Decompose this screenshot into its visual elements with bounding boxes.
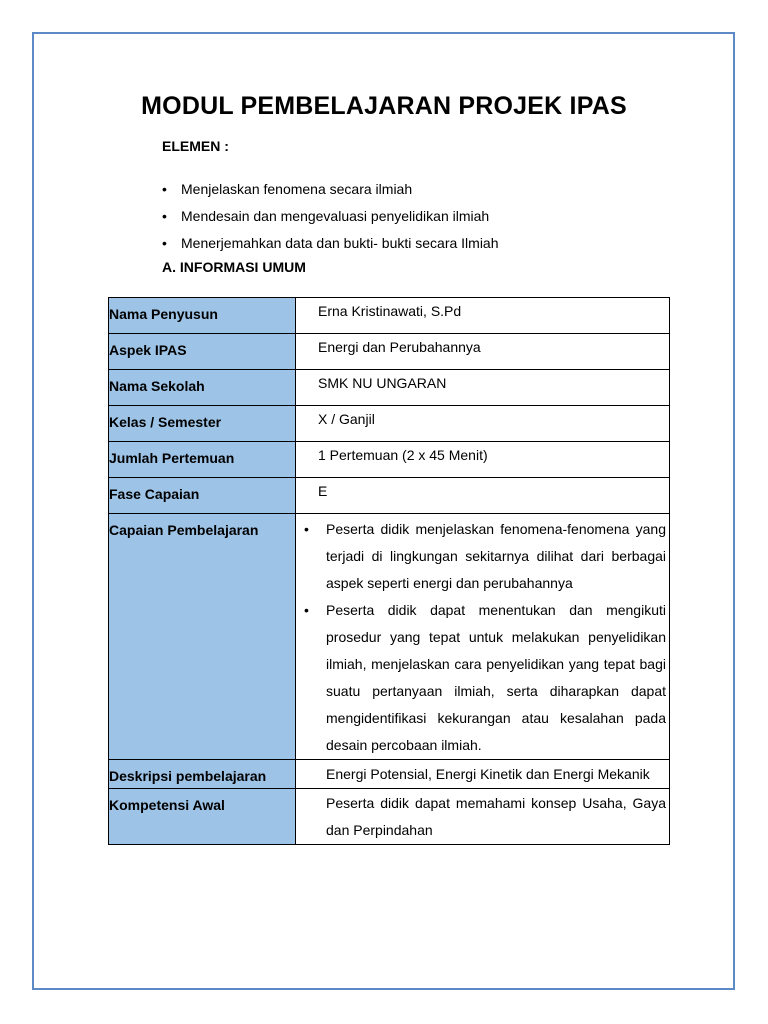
capaian-cell [296, 514, 670, 760]
elemen-item: • Mendesain dan mengevaluasi penyelidikan ilmiah [162, 203, 499, 230]
table-row [109, 442, 670, 478]
row-value: E [296, 478, 670, 514]
row-label: Deskripsi pembelajaran [109, 760, 296, 789]
row-value: SMK NU UNGARAN [296, 370, 670, 406]
row-label: Capaian Pembelajaran [109, 514, 296, 760]
row-label: Nama Sekolah [109, 370, 296, 406]
row-value: Energi dan Perubahannya [296, 334, 670, 370]
row-value: 1 Pertemuan (2 x 45 Menit) [296, 442, 670, 478]
row-label: Jumlah Pertemuan [109, 442, 296, 478]
table-row-deskripsi [109, 760, 670, 789]
bullet-icon: • [162, 208, 167, 224]
document-title: MODUL PEMBELAJARAN PROJEK IPAS [141, 92, 627, 120]
row-label: Aspek IPAS [109, 334, 296, 370]
row-label: Nama Penyusun [109, 298, 296, 334]
row-value: Energi Potensial, Energi Kinetik dan Energi Mekanik [296, 760, 670, 789]
table-row [109, 298, 670, 334]
row-value: X / Ganjil [296, 406, 670, 442]
capaian-item: • Peserta didik dapat menentukan dan mengikuti prosedur yang tepat untuk melakukan penyelidikan ilmiah, menjelaskan cara penyelidikan yang tepat bagi suatu pertanyaan ilmiah, serta diharapkan dapat mengidentifikasi kekurangan atau kesalahan pada desain percobaan ilmiah. [296, 597, 666, 759]
table-row-capaian [109, 514, 670, 760]
capaian-item: • Peserta didik menjelaskan fenomena-fenomena yang terjadi di lingkungan sekitarnya dilihat dari berbagai aspek seperti energi dan perubahannya [296, 516, 666, 597]
elemen-label: ELEMEN : [162, 138, 229, 154]
table-row [109, 406, 670, 442]
capaian-list [296, 516, 666, 759]
row-label: Kelas / Semester [109, 406, 296, 442]
table-row [109, 478, 670, 514]
bullet-icon: • [304, 602, 309, 618]
row-label: Fase Capaian [109, 478, 296, 514]
table-row-kompetensi [109, 789, 670, 845]
bullet-icon: • [304, 521, 309, 537]
elemen-item: • Menerjemahkan data dan bukti- bukti secara Ilmiah [162, 230, 499, 257]
section-heading: A. INFORMASI UMUM [162, 259, 306, 275]
bullet-icon: • [162, 181, 167, 197]
table-row [109, 370, 670, 406]
row-value: Erna Kristinawati, S.Pd [296, 298, 670, 334]
row-label: Kompetensi Awal [109, 789, 296, 845]
info-table [108, 297, 670, 845]
bullet-icon: • [162, 235, 167, 251]
row-value: Peserta didik dapat memahami konsep Usaha, Gaya dan Perpindahan [296, 789, 670, 845]
table-row [109, 334, 670, 370]
elemen-item: • Menjelaskan fenomena secara ilmiah [162, 176, 499, 203]
elemen-list [162, 176, 499, 257]
